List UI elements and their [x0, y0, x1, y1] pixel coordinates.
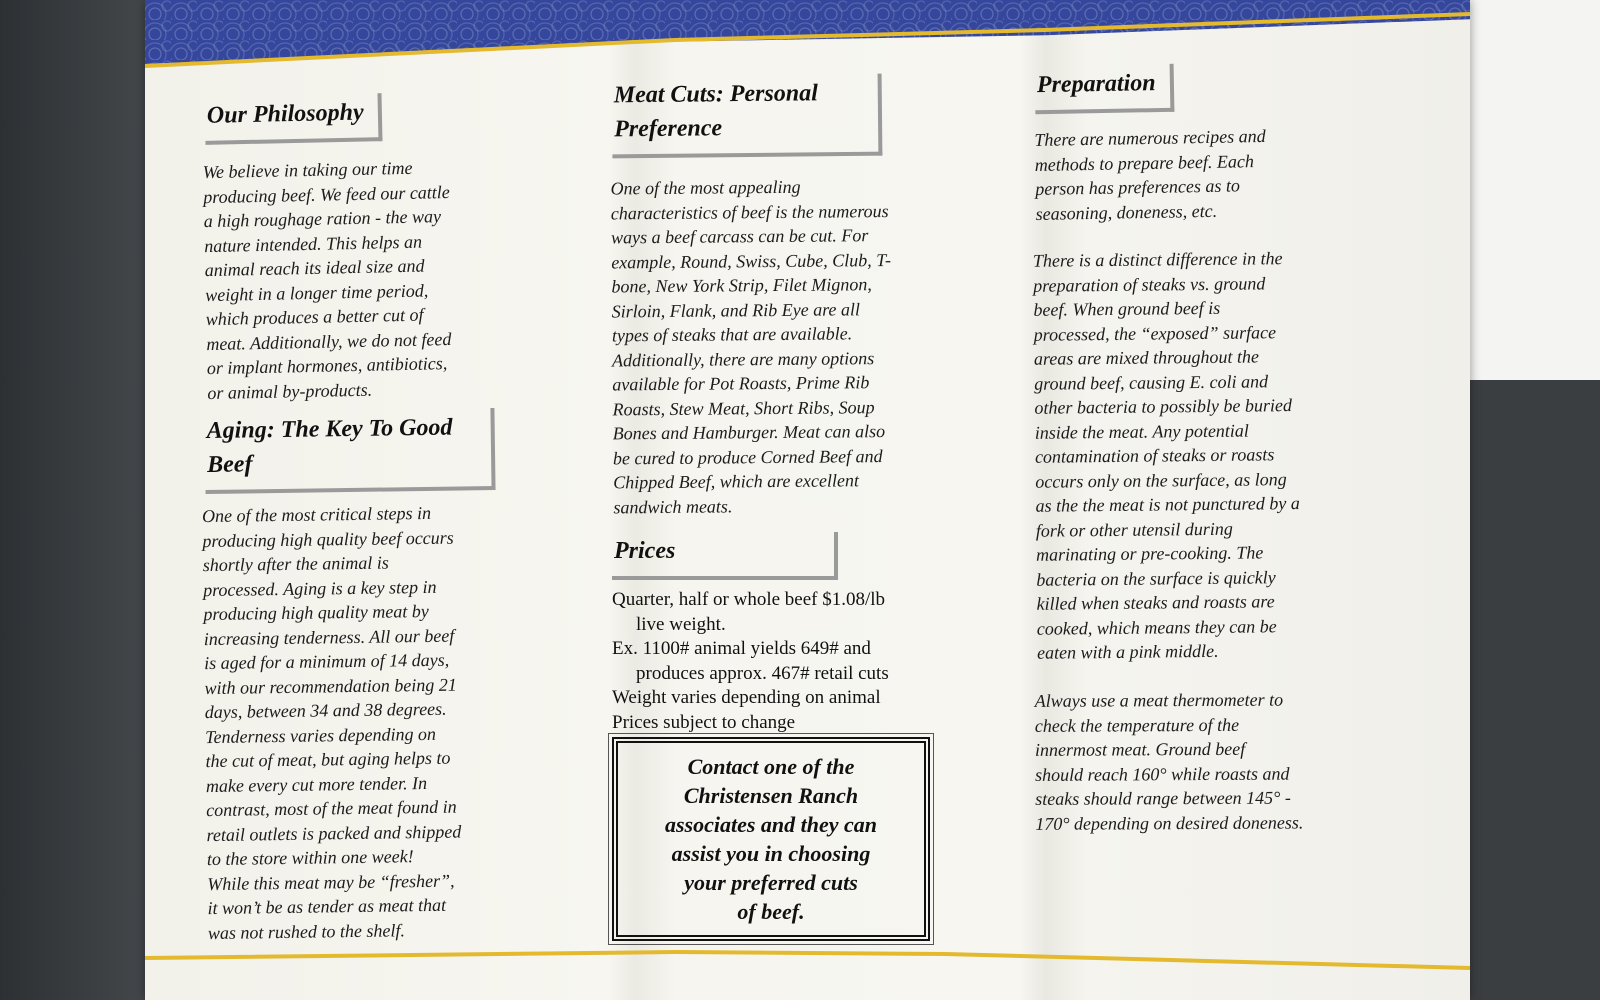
paper-sheet-corner — [1460, 0, 1600, 380]
heading-philosophy — [205, 93, 383, 145]
prices-list — [612, 588, 942, 735]
heading-prices-text: Prices — [614, 538, 676, 564]
aging-body: One of the most critical steps in producing high quality beef occurs shortly after the animal is processed. Aging is a key step in producing high quality meat by increasing tenderness. All our beef is aged for a minimum of 14 days, with our recommendation being 21 days, between 34 and 38 degrees. Tenderness varies depending on the cut of meat, but aging helps to make every cut more tender. In contrast, most of the meat found in retail outlets is packed and shipped to the store within one week! While this meat may be “fresher”, it won’t be as tender as meat that was not rushed to the shelf. — [201, 502, 462, 943]
preparation-para-3: Always use a meat thermometer to check the temperature of the innermost meat. Ground beef should reach 160° while roasts and steaks should range between 145° - 170° depending on desired doneness. — [1034, 689, 1304, 833]
philosophy-body: We believe in taking our time producing beef. We feed our cattle a high roughage ration - the way nature intended. This helps an animal reach its ideal size and weight in a longer time period, which produces a better cut of meat. Additionally, we do not feed or implant hormones, antibiotics, or animal by-products. — [202, 157, 452, 403]
price-line-4: Prices subject to change — [612, 711, 796, 733]
contact-box — [612, 737, 930, 941]
heading-preparation — [1035, 64, 1175, 114]
table-surface-right — [1470, 380, 1600, 1000]
heading-prices — [612, 532, 838, 580]
preparation-para-1: There are numerous recipes and methods to prepare beef. Each person has preferences as to seasoning, doneness, etc. — [1034, 125, 1266, 224]
heading-meat-cuts-line2: Preference — [613, 115, 723, 143]
price-line-1: Quarter, half or whole beef $1.08/lb — [612, 589, 886, 610]
heading-meat-cuts — [612, 74, 883, 159]
decorative-blue-band — [145, 0, 1470, 64]
price-line-1-cont: live weight. — [636, 613, 726, 635]
heading-aging-line1: Aging: The Key To Good — [206, 414, 453, 444]
column-middle — [612, 75, 942, 735]
price-line-3: Weight varies depending on animal — [612, 687, 881, 708]
column-left — [201, 95, 505, 943]
table-surface-left — [0, 0, 150, 1000]
brochure — [145, 0, 1470, 1000]
price-line-2-cont: produces approx. 467# retail cuts — [636, 662, 889, 684]
price-line-2: Ex. 1100# animal yields 649# and — [612, 638, 871, 659]
heading-aging-line2: Beef — [206, 451, 253, 478]
contact-text: Contact one of the Christensen Ranch associates and they can assist you in choosing your preferred cuts of beef. — [664, 754, 878, 924]
gold-rule-bottom — [145, 940, 1470, 980]
heading-aging — [204, 408, 495, 494]
meat-cuts-body: One of the most appealing characteristics of beef is the numerous ways a beef carcass can be cut. For example, Round, Swiss, Cube, Club, T- bone, New York Strip, Filet Mignon, Sirloin, Flank, and Rib Eye are all types of steaks that are available. Additionally, there are many options available for Pot Roasts, Prime Rib Roasts, Stew Meat, Short Ribs, Soup Bones and Hamburger. Meat can also be cured to produce Corned Beef and Chipped Beef, which are excellent sandwich meats. — [610, 176, 891, 517]
heading-meat-cuts-line1: Meat Cuts: Personal — [613, 80, 818, 109]
column-right — [1032, 65, 1375, 835]
preparation-para-2: There is a distinct difference in the preparation of steaks vs. ground beef. When ground beef is processed, the “exposed” surface areas are mixed throughout the ground beef, causing E. coli and other bacteria to possibly be buried inside the meat. Any potential contamination of steaks or roasts occurs only on the surface, as long as the the meat is not punctured by a fork or other utensil during marinating or pre-cooking. The bacteria on the surface is quickly killed when steaks and roasts are cooked, which means they can be eaten with a pink middle. — [1032, 248, 1300, 663]
heading-preparation-text: Preparation — [1036, 70, 1156, 99]
heading-philosophy-text: Our Philosophy — [206, 99, 364, 129]
